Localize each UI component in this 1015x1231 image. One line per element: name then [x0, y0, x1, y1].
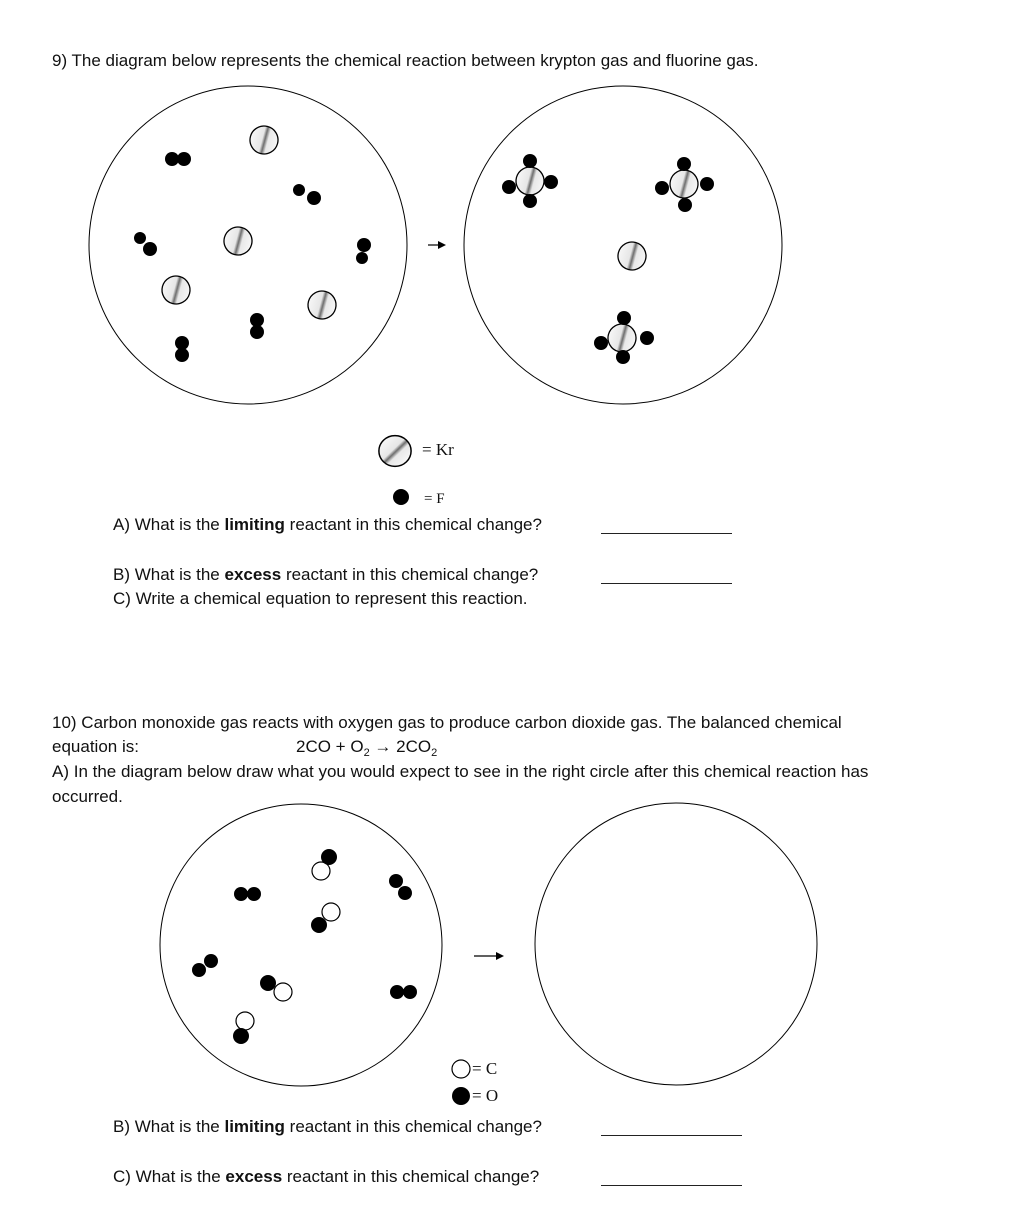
legend-o-label: = O [472, 1086, 499, 1105]
q10-intro-line1: 10) Carbon monoxide gas reacts with oxygen gas to produce carbon dioxide gas. The balanced chemical [52, 713, 842, 732]
fluorine-molecule-icon [134, 232, 157, 256]
krypton-tetrafluoride-icon [655, 157, 714, 212]
krypton-atom-icon [219, 222, 257, 260]
fluorine-molecule-icon [293, 184, 321, 205]
q10-equation: $2CO + O_2 \to 2CO_2$ [296, 737, 438, 759]
q10-reactant-circle [160, 804, 442, 1086]
q9-part-b: B) What is the excess reactant in this chemical change? [113, 565, 539, 584]
legend-f-icon [393, 489, 409, 505]
carbon-monoxide-icon [312, 849, 337, 880]
carbon-monoxide-icon [233, 1012, 254, 1044]
fluorine-molecule-icon [356, 238, 371, 264]
q9-part-c: C) Write a chemical equation to represent this reaction. [113, 589, 528, 608]
oxygen-molecule-icon [234, 887, 261, 901]
fluorine-molecule-icon [250, 313, 264, 339]
q10-part-b: B) What is the limiting reactant in this chemical change? [113, 1117, 542, 1136]
krypton-tetrafluoride-icon [594, 311, 654, 364]
q10-part-a-line2: occurred. [52, 787, 123, 806]
krypton-atom-icon [245, 121, 283, 159]
q9-title: 9) The diagram below represents the chemical reaction between krypton gas and fluorine gas. [52, 51, 759, 70]
fluorine-molecule-icon [175, 336, 189, 362]
krypton-tetrafluoride-icon [502, 154, 558, 208]
krypton-atom-icon [303, 286, 341, 324]
q10-product-circle[interactable] [535, 803, 817, 1085]
oxygen-molecule-icon [390, 985, 417, 999]
reaction-arrow-icon [428, 241, 446, 249]
q9-answer-b-blank[interactable] [601, 583, 732, 584]
legend-kr-label: = Kr [422, 440, 454, 459]
legend-c-icon [452, 1060, 470, 1078]
carbon-monoxide-icon [311, 903, 340, 933]
legend-kr-icon [379, 436, 411, 467]
q10-part-a-line1: A) In the diagram below draw what you would expect to see in the right circle after this chemical reaction has [52, 762, 869, 781]
q10-intro-line2: equation is: [52, 737, 139, 756]
carbon-monoxide-icon [260, 975, 292, 1001]
q10-answer-c-blank[interactable] [601, 1185, 742, 1186]
q10-answer-b-blank[interactable] [601, 1135, 742, 1136]
oxygen-molecule-icon [389, 874, 412, 900]
q9-answer-a-blank[interactable] [601, 533, 732, 534]
legend-c-label: = C [472, 1059, 498, 1078]
krypton-atom-icon [157, 271, 195, 309]
oxygen-molecule-icon [192, 954, 218, 977]
q9-part-a: A) What is the limiting reactant in this chemical change? [113, 515, 542, 534]
krypton-atom-icon [613, 237, 651, 275]
q10-part-c: C) What is the excess reactant in this chemical change? [113, 1167, 540, 1186]
reaction-arrow-icon [474, 952, 504, 960]
legend-f-label: = F [424, 491, 445, 507]
legend-o-icon [452, 1087, 470, 1105]
fluorine-molecule-icon [165, 152, 191, 166]
